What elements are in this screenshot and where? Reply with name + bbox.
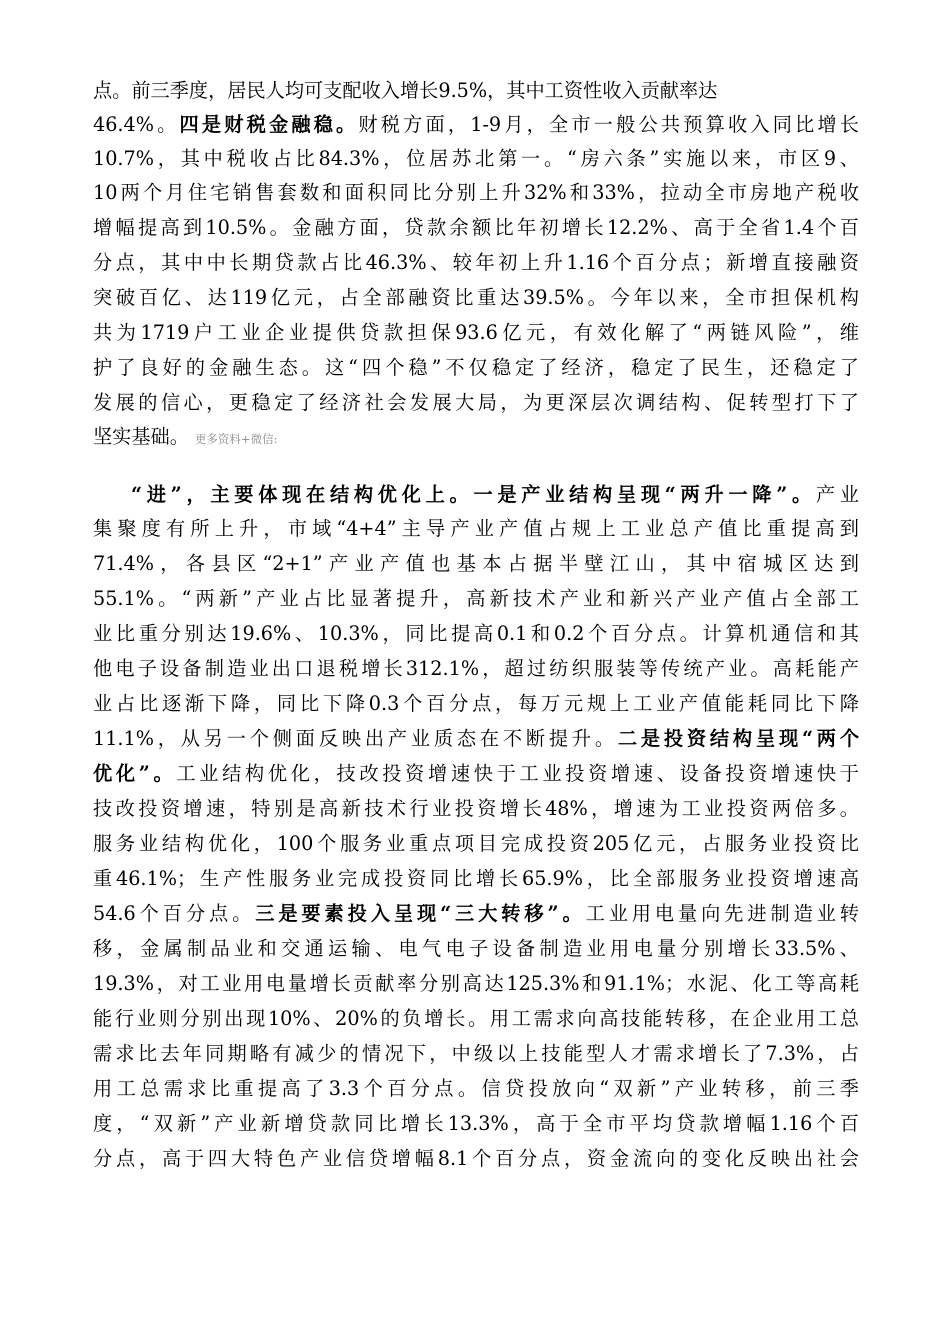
body-text: 他电子设备制造业出口退税增长312.1%，超过纺织服装等传统产业。高耗能产 [93, 657, 859, 680]
text-line [93, 422, 859, 454]
text-line [93, 619, 859, 649]
text-line [93, 724, 859, 754]
body-text: 业占比逐渐下降，同比下降0.3个百分点，每万元规上工业产值能耗同比下降 [93, 692, 859, 715]
text-line [93, 178, 859, 208]
body-text: 10两个月住宅销售套数和面积同比分别上升32%和33%，拉动全市房地产税收 [93, 181, 859, 204]
body-text: 用工总需求比重提高了3.3个百分点。信贷投放向“双新”产业转移，前三季 [93, 1077, 859, 1100]
bold-heading-text: 三是要素投入呈现“三大转移”。 [255, 902, 586, 925]
text-line [93, 144, 859, 174]
text-line [93, 283, 859, 313]
body-text: 产业 [815, 483, 859, 506]
text-line [93, 1004, 859, 1034]
text-line [93, 689, 859, 719]
text-line [93, 1074, 859, 1104]
text-line [93, 934, 859, 964]
body-text: 46.4%。 [93, 113, 180, 136]
body-text: 能行业则分别出现10%、20%的负增长。用工需求向高技能转移，在企业用工总 [93, 1007, 859, 1030]
body-text: 分点，高于四大特色产业信贷增幅8.1个百分点，资金流向的变化反映出社会 [93, 1147, 859, 1170]
text-line [93, 864, 859, 894]
text-line [131, 480, 859, 510]
body-text: 坚实基础。 [93, 425, 189, 448]
text-line [93, 1039, 859, 1069]
body-text: 突破百亿、达119亿元，占全部融资比重达39.5%。今年以来，全市担保机构 [93, 286, 859, 309]
body-text: 技改投资增速，特别是高新技术行业投资增长48%，增速为工业投资两倍多。 [93, 797, 859, 820]
bold-heading-text: 优化”。 [93, 762, 177, 785]
body-text: 分点，其中中长期贷款占比46.3%、较年初上升1.16个百分点；新增直接融资 [93, 251, 859, 274]
body-text: 财税方面，1-9月，全市一般公共预算收入同比增长 [358, 113, 859, 136]
text-line [93, 388, 859, 418]
text-line [93, 1109, 859, 1139]
body-text: 护了良好的金融生态。这“四个稳”不仅稳定了经济，稳定了民生，还稳定了 [93, 356, 859, 379]
text-line [93, 110, 859, 140]
bold-heading-text: “进”，主要体现在结构优化上。一是产业结构呈现“两升一降”。 [131, 483, 816, 506]
body-text: 11.1%，从另一个侧面反映出产业质态在不断提升。 [93, 727, 618, 750]
body-text: 共为1719户工业企业提供贷款担保93.6亿元，有效化解了“两链风险”，维 [93, 321, 859, 344]
text-line [93, 829, 859, 859]
body-text: 点。前三季度，居民人均可支配收入增长9.5%，其中工资性收入贡献率达 [93, 79, 718, 102]
text-line [93, 899, 859, 929]
text-line [93, 794, 859, 824]
body-text: 重46.1%；生产性服务业完成投资同比增长65.9%，比全部服务业投资增速高 [93, 867, 859, 890]
text-line [93, 654, 859, 684]
text-line [93, 969, 859, 999]
body-text: 工业结构优化，技改投资增速快于工业投资增速、设备投资增速快于 [176, 762, 859, 785]
body-text: 集聚度有所上升，市域“4+4”主导产业产值占规上工业总产值比重提高到 [93, 517, 859, 540]
body-text: 度，“双新”产业新增贷款同比增长13.3%，高于全市平均贷款增幅1.16个百 [93, 1112, 859, 1135]
body-text: 增幅提高到10.5%。金融方面，贷款余额比年初增长12.2%、高于全省1.4个百 [93, 216, 859, 239]
text-line [93, 759, 859, 789]
body-text: 移，金属制品业和交通运输、电气电子设备制造业用电量分别增长33.5%、 [93, 937, 859, 960]
text-line [93, 1144, 859, 1174]
body-text: 需求比去年同期略有减少的情况下，中级以上技能型人才需求增长了7.3%，占 [93, 1042, 859, 1065]
text-line [93, 76, 859, 106]
text-line [93, 318, 859, 348]
text-line [93, 584, 859, 614]
body-text: 服务业结构优化，100个服务业重点项目完成投资205亿元，占服务业投资比 [93, 832, 859, 855]
watermark-note: 更多资料+微信: [194, 432, 278, 446]
bold-heading-text: 四是财税金融稳。 [179, 113, 359, 136]
text-line [93, 549, 859, 579]
body-text: 发展的信心，更稳定了经济社会发展大局，为更深层次调结构、促转型打下了 [93, 391, 859, 414]
text-line [93, 514, 859, 544]
body-text: 业比重分别达19.6%、10.3%，同比提高0.1和0.2个百分点。计算机通信和其 [93, 622, 859, 645]
text-line [93, 248, 859, 278]
body-text: 54.6个百分点。 [93, 902, 256, 925]
body-text: 工业用电量向先进制造业转 [585, 902, 859, 925]
body-text: 10.7%，其中税收占比84.3%，位居苏北第一。“房六条”实施以来，市区9、 [93, 147, 859, 170]
bold-heading-text: 二是投资结构呈现“两个 [617, 727, 859, 750]
body-text: 19.3%，对工业用电量增长贡献率分别高达125.3%和91.1%；水泥、化工等高耗 [93, 972, 859, 995]
text-line [93, 353, 859, 383]
body-text: 55.1%。“两新”产业占比显著提升，高新技术产业和新兴产业产值占全部工 [93, 587, 859, 610]
body-text: 71.4%，各县区“2+1”产业产值也基本占据半壁江山，其中宿城区达到 [93, 552, 859, 575]
text-line [93, 213, 859, 243]
